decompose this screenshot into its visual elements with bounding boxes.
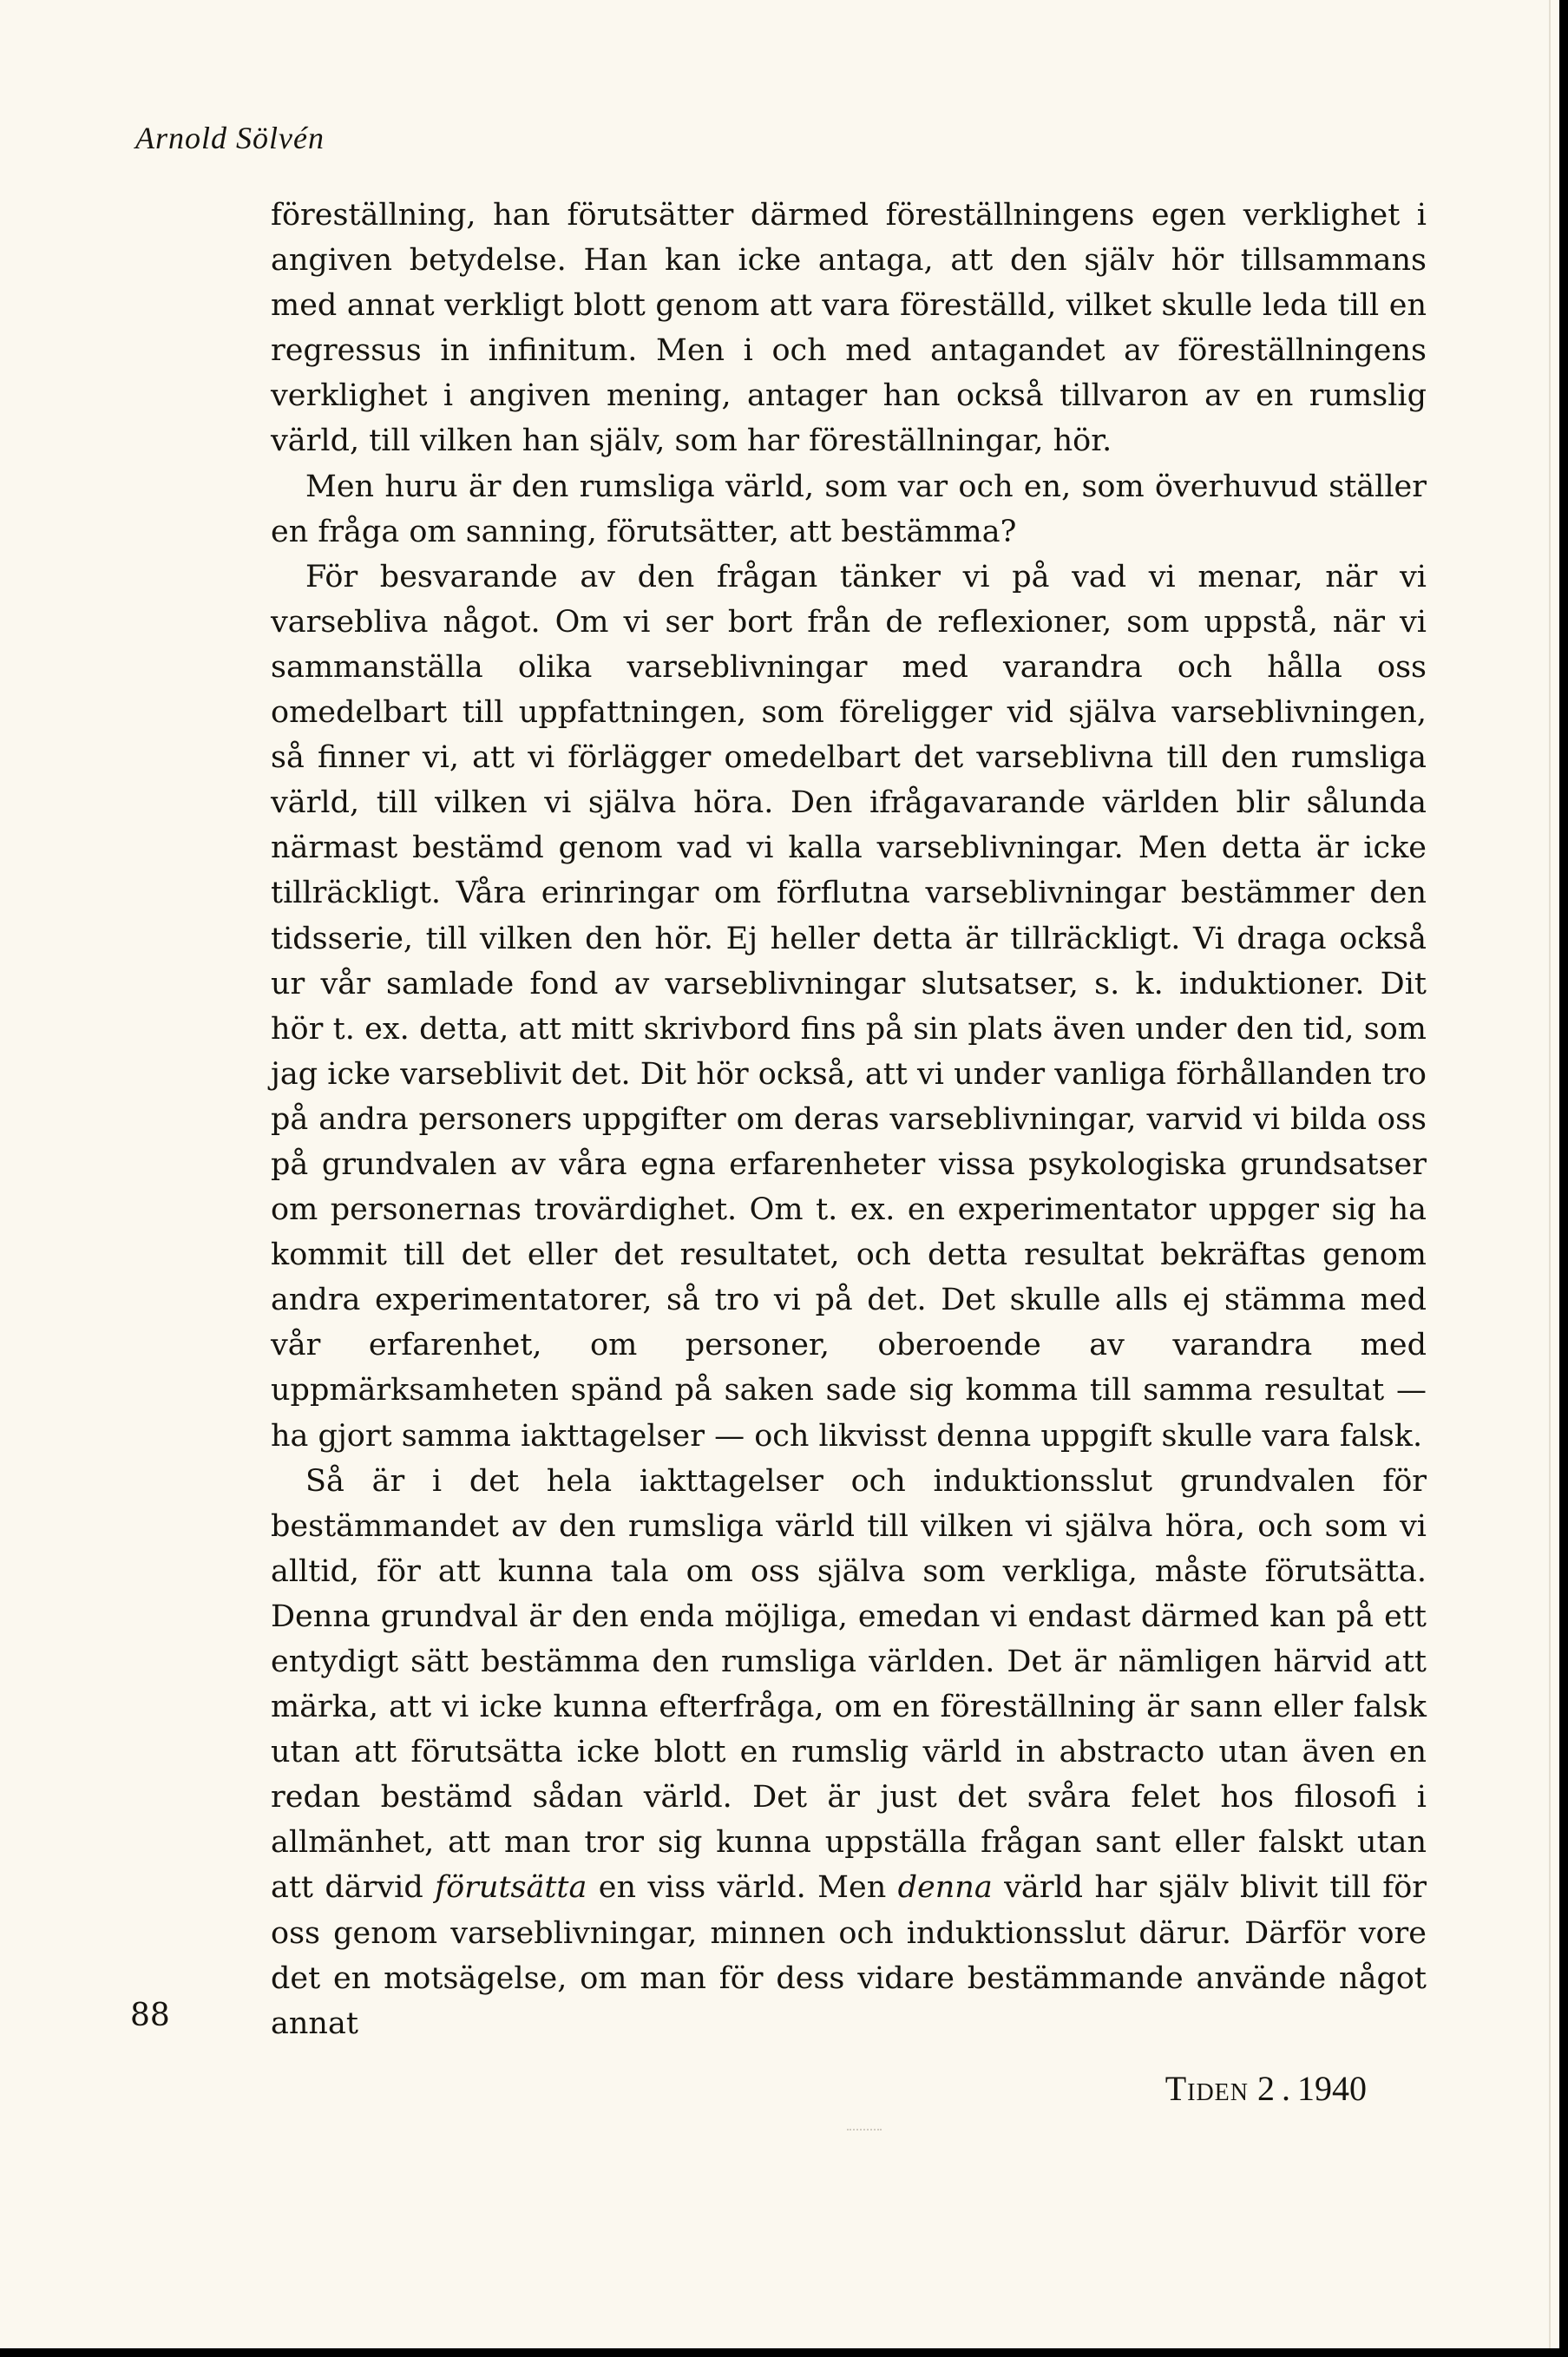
text-run: Men huru är den rumsliga värld, som var och en, som överhuvud ställer en fråga om sanning, förutsätter, att bestämma? [271,469,1427,549]
page-number: 88 [130,1998,170,2033]
print-smudge [847,2129,882,2132]
paragraph [271,193,1427,464]
body-text [271,193,1427,2046]
footer-year: 1940 [1297,2069,1367,2108]
footer-citation [1165,2068,1367,2109]
text-run: Så är i det hela iakttagelser och induktionsslut grundvalen för bestämmandet av den rumsliga värld till vilken vi själva höra, och som vi alltid, för att kunna tala om oss själva som verkliga, måste förutsätta. Denna grundval är den enda möjliga, emedan vi endast därmed kan på ett entydigt sätt bestämma den rumsliga världen. Det är nämligen härvid att märka, att vi icke kunna efterfråga, om en föreställning är sann eller falsk utan att förutsätta icke blott en rumslig värld in abstracto utan även en redan bestämd sådan värld. Det är just det svåra felet hos filosofi i allmänhet, att man tror sig kunna uppställa frågan sant eller falskt utan att därvid [271,1463,1427,1906]
footer-journal: Tiden [1165,2069,1249,2108]
page-edge [1549,0,1551,2348]
paragraph [271,555,1427,1459]
paragraph [271,1459,1427,2046]
text-run: värld har själv blivit till för oss genom varseblivningar, minnen och induktionsslut därur. Därför vore det en motsägelse, om man för dess vidare bestämmande använde något annat [271,1870,1427,2041]
italic-emphasis: denna [897,1870,993,1906]
italic-emphasis: förutsätta [435,1870,587,1906]
footer-issue: 2 [1257,2069,1275,2108]
text-run: För besvarande av den frågan tänker vi på vad vi menar, när vi varsebliva något. Om vi ser bort från de reflexioner, som uppstå, när vi sammanställa olika varseblivningar med varandra och hålla oss omedelbart till uppfattningen, som föreligger vid själva varseblivningen, så finner vi, att vi förlägger omedelbart det varseblivna till den rumsliga värld, till vilken vi själva höra. Den ifrågavarande världen blir sålunda närmast bestämd genom vad vi kalla varseblivningar. Men detta är icke tillräckligt. Våra erinringar om förflutna varseblivningar bestämmer den tidsserie, till vilken den hör. Ej heller detta är tillräckligt. Vi draga också ur vår samlade fond av varseblivningar slutsatser, s. k. induktioner. Dit hör t. ex. detta, att mitt skrivbord fins på sin plats även under den tid, som jag icke varseblivit det. Dit hör också, att vi under vanliga förhållanden tro på andra personers uppgifter om deras varseblivningar, varvid vi bilda oss på grundvalen av våra egna erfarenheter vissa psykologiska grundsatser om personernas trovärdighet. Om t. ex. en experimentator uppger sig ha kommit till det eller det resultatet, och detta resultat bekräftas genom andra experimentatorer, så tro vi på det. Det skulle alls ej stämma med vår erfarenhet, om personer, oberoende av varandra med uppmärksamheten spänd på saken sade sig komma till samma resultat — ha gjort samma iakttagelser — och likvisst denna uppgift skulle vara falsk. [271,559,1427,1454]
running-head-author: Arnold Sölvén [135,121,325,155]
text-run: föreställning, han förutsätter därmed föreställningens egen verklighet i angiven betydelse. Han kan icke antaga, att den själv hör tillsammans med annat verkligt blott genom att vara föreställd, vilket skulle leda till en regressus in infinitum. Men i och med antagandet av föreställningens verklighet i angiven mening, antager han också tillvaron av en rumslig värld, till vilken han själv, som har föreställningar, hör. [271,198,1427,459]
text-run: en viss värld. Men [587,1870,898,1906]
paragraph [271,464,1427,555]
footer-separator: . [1282,2069,1290,2108]
